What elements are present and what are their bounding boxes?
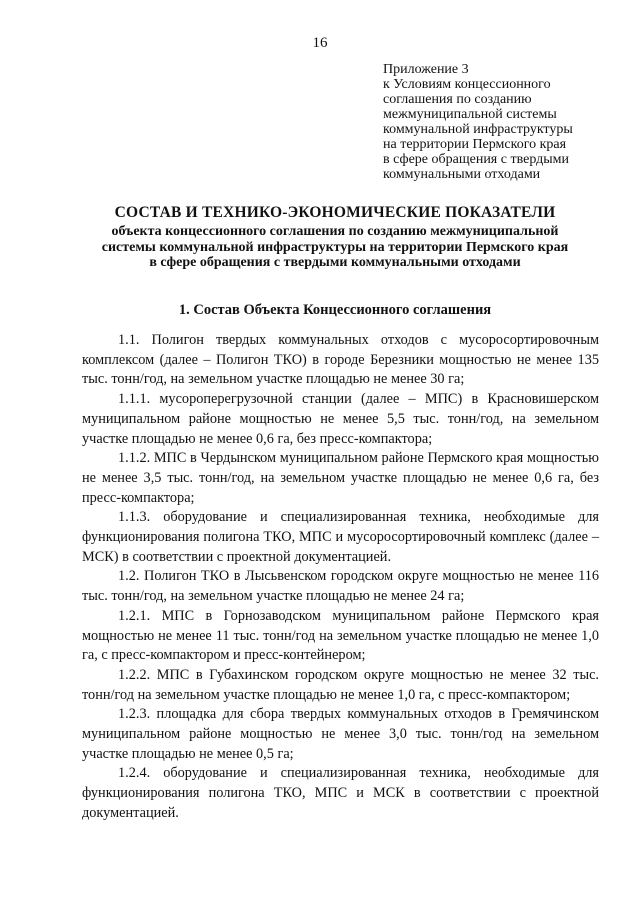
paragraph-1-1-1: 1.1.1. мусороперегрузочной станции (далее – МПС) в Красновишерском муниципальном районе мощностью не менее 5,5 тыс. тонн/год, на земельном участке площадью не менее 0,6 га, без пресс-компактора; — [82, 391, 599, 447]
appendix-line: коммунальными отходами — [383, 167, 541, 182]
appendix-line: коммунальной инфраструктуры — [383, 122, 573, 137]
appendix-line: межмуниципальной системы — [383, 107, 557, 122]
paragraph-1-1-2: 1.1.2. МПС в Чердынском муниципальном районе Пермского края мощностью не менее 3,5 тыс. тонн/год, на земельном участке площадью не менее 0,6 га, без пресс-компактора; — [82, 450, 599, 506]
appendix-reference — [383, 62, 623, 182]
title-main: СОСТАВ И ТЕХНИКО-ЭКОНОМИЧЕСКИЕ ПОКАЗАТЕЛИ — [114, 204, 556, 221]
page-number: 16 — [312, 35, 328, 51]
section-heading: 1. Состав Объекта Концессионного соглашения — [178, 302, 492, 318]
title-subtitle — [70, 224, 600, 271]
appendix-line: к Условиям концессионного — [383, 77, 551, 92]
paragraph-1-2-4: 1.2.4. оборудование и специализированная техника, необходимые для функционирования полигона ТКО, МПС и МСК в соответствии с проектной документацией. — [82, 765, 599, 821]
subtitle-line: в сфере обращения с твердыми коммунальными отходами — [149, 255, 521, 270]
subtitle-line: объекта концессионного соглашения по созданию межмуниципальной — [111, 224, 559, 239]
document-body — [82, 331, 599, 824]
subtitle-line: системы коммунальной инфраструктуры на территории Пермского края — [101, 239, 569, 255]
paragraph-1-2: 1.2. Полигон ТКО в Лысьвенском городском округе мощностью не менее 116 тыс. тонн/год, на земельном участке площадью не менее 24 га; — [82, 568, 599, 605]
appendix-line: Приложение 3 — [383, 62, 469, 77]
paragraph-1-1-3: 1.1.3. оборудование и специализированная техника, необходимые для функционирования полигона ТКО, МПС и мусоросортировочный комплекс (далее – МСК) в соответствии с проектной документацией. — [82, 509, 599, 565]
paragraph-1-2-2: 1.2.2. МПС в Губахинском городском округе мощностью не менее 32 тыс. тонн/год на земельном участке площадью не менее 1,0 га, с пресс-компактором; — [82, 666, 599, 703]
paragraph-1-2-1: 1.2.1. МПС в Горнозаводском муниципальном районе Пермского края мощностью не менее 11 тыс. тонн/год на земельном участке площадью не менее 1,0 га, с пресс-компактором и пресс-контейнером; — [82, 607, 599, 664]
document-title — [70, 203, 600, 271]
appendix-line: в сфере обращения с твердыми — [383, 152, 570, 167]
paragraph-1-1: 1.1. Полигон твердых коммунальных отходов с мусоросортировочным комплексом (далее – Полигон ТКО) в городе Березники мощностью не менее 135 тыс. тонн/год, на земельном участке площадью не менее 30 га; — [82, 332, 599, 388]
appendix-line: соглашения по созданию — [383, 92, 532, 107]
appendix-line: на территории Пермского края — [383, 137, 567, 152]
paragraph-1-2-3: 1.2.3. площадка для сбора твердых коммунальных отходов в Гремячинском муниципальном районе мощностью не менее 3,0 тыс. тонн/год на земельном участке площадью не менее 0,5 га; — [82, 706, 599, 762]
